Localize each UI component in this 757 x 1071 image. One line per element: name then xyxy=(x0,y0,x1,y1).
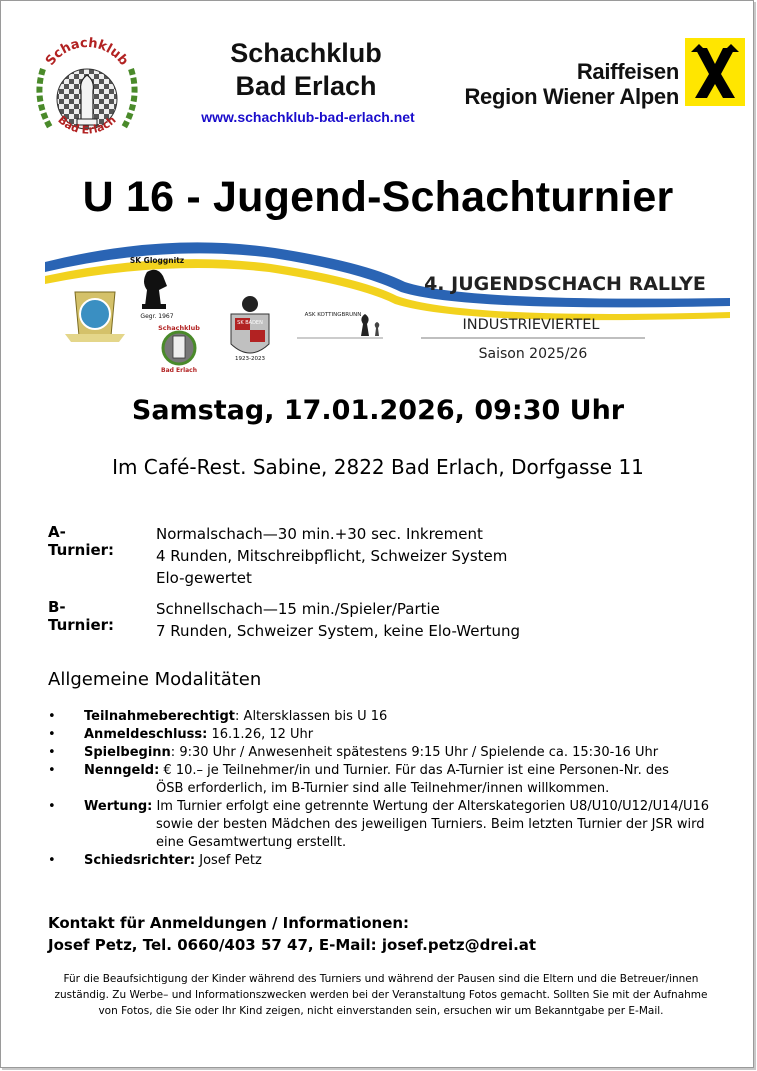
banner-season: Saison 2025/26 xyxy=(478,346,588,362)
sponsor-name xyxy=(441,59,679,109)
club1-founded: Gegr. 1967 xyxy=(140,313,174,320)
tournament-a-line: 4 Runden, Mitschreibpflicht, Schweizer System xyxy=(156,547,508,565)
club1-name: SK Gloggnitz xyxy=(129,256,185,265)
club-name-line1: Schachklub xyxy=(230,38,382,68)
list-item: • Teilnahmeberechtigt: Altersklassen bis U 16 xyxy=(48,709,388,724)
main-title: U 16 - Jugend-Schachturnier xyxy=(82,173,674,221)
svg-text:Schachklub: Schachklub xyxy=(42,35,132,69)
modalities-heading: Allgemeine Modalitäten xyxy=(48,669,262,690)
sponsor-line1: Raiffeisen xyxy=(576,59,679,84)
svg-text:ASK KOTTINGBRUNN: ASK KOTTINGBRUNN xyxy=(304,312,362,318)
list-item: • Anmeldeschluss: 16.1.26, 12 Uhr xyxy=(48,727,314,742)
contact-details: Josef Petz, Tel. 0660/403 57 47, E-Mail: josef.petz@drei.at xyxy=(48,936,537,954)
svg-text:Bad Erlach: Bad Erlach xyxy=(161,367,197,374)
bullet-icon: • xyxy=(48,853,56,868)
footer-notice: Für die Beaufsichtigung der Kinder während des Turniers und während der Pausen sind die Eltern und die Betreuer/innen zuständig. Zu Werbe– und Informationszwecken werden bei der Veranstaltung Fotos gemacht. Sollten Sie mit der Aufnahme von Fotos, die Sie oder Ihr Kind zeigen, nicht einverstanden sein, ersuchen wir um Bekanntgabe per E-Mail. xyxy=(54,973,708,1017)
contact-block xyxy=(48,912,536,956)
banner-region: INDUSTRIEVIERTEL xyxy=(462,317,600,333)
club-url-link[interactable]: www.schachklub-bad-erlach.net xyxy=(201,109,415,125)
raiffeisen-logo xyxy=(685,38,745,106)
tournament-b-label: B-Turnier: xyxy=(48,598,115,634)
tournament-a-line: Normalschach—30 min.+30 sec. Inkrement xyxy=(156,525,483,543)
tournament-a-label: A-Turnier: xyxy=(48,523,115,559)
list-item: • Nenngeld: € 10.– je Teilnehmer/in und Turnier. Für das A-Turnier ist eine Personen-Nr. des ÖSB erforderlich, im B-Turnier sind alle Teilnehmer/innen willkommen. xyxy=(48,763,669,796)
bullet-icon: • xyxy=(48,709,56,724)
tournament-b-line: 7 Runden, Schweizer System, keine Elo-Wertung xyxy=(156,622,521,640)
bullet-icon: • xyxy=(48,727,56,742)
list-item: • Wertung: Im Turnier erfolgt eine getrennte Wertung der Alterskategorien U8/U10/U12/U14/U16 sowie der besten Mädchen des jeweiligen Turniers. Beim letzten Turnier der JSR wird eine Gesamtwertung erstellt. xyxy=(48,799,710,850)
bullet-icon: • xyxy=(48,799,56,814)
list-item: • Spielbeginn: 9:30 Uhr / Anwesenheit spätestens 9:15 Uhr / Spielende ca. 15:30-16 Uhr xyxy=(48,745,659,760)
svg-text:1923-2023: 1923-2023 xyxy=(235,356,265,362)
svg-text:SK BADEN: SK BADEN xyxy=(237,320,263,326)
tournament-b-line: Schnellschach—15 min./Spieler/Partie xyxy=(156,600,440,618)
club-name-line2: Bad Erlach xyxy=(235,71,377,101)
event-venue: Im Café-Rest. Sabine, 2822 Bad Erlach, Dorfgasse 11 xyxy=(112,455,644,479)
club-name xyxy=(201,37,411,103)
sponsor-line2: Region Wiener Alpen xyxy=(464,84,679,109)
bullet-icon: • xyxy=(48,745,56,760)
event-date: Samstag, 17.01.2026, 09:30 Uhr xyxy=(131,395,625,426)
tournament-a-line: Elo-gewertet xyxy=(156,569,252,587)
list-item: • Schiedsrichter: Josef Petz xyxy=(48,853,262,868)
svg-text:Schachklub: Schachklub xyxy=(158,324,200,332)
modalities-list xyxy=(48,708,748,870)
chess-club-logo xyxy=(29,29,145,153)
bullet-icon: • xyxy=(48,763,56,778)
contact-heading: Kontakt für Anmeldungen / Informationen: xyxy=(48,914,410,932)
bad-erlach-small-logo xyxy=(158,324,200,374)
banner-heading: 4. JUGENDSCHACH RALLYE xyxy=(424,273,706,295)
svg-text:Bad Erlach: Bad Erlach xyxy=(55,113,119,137)
rallye-banner xyxy=(45,232,730,378)
